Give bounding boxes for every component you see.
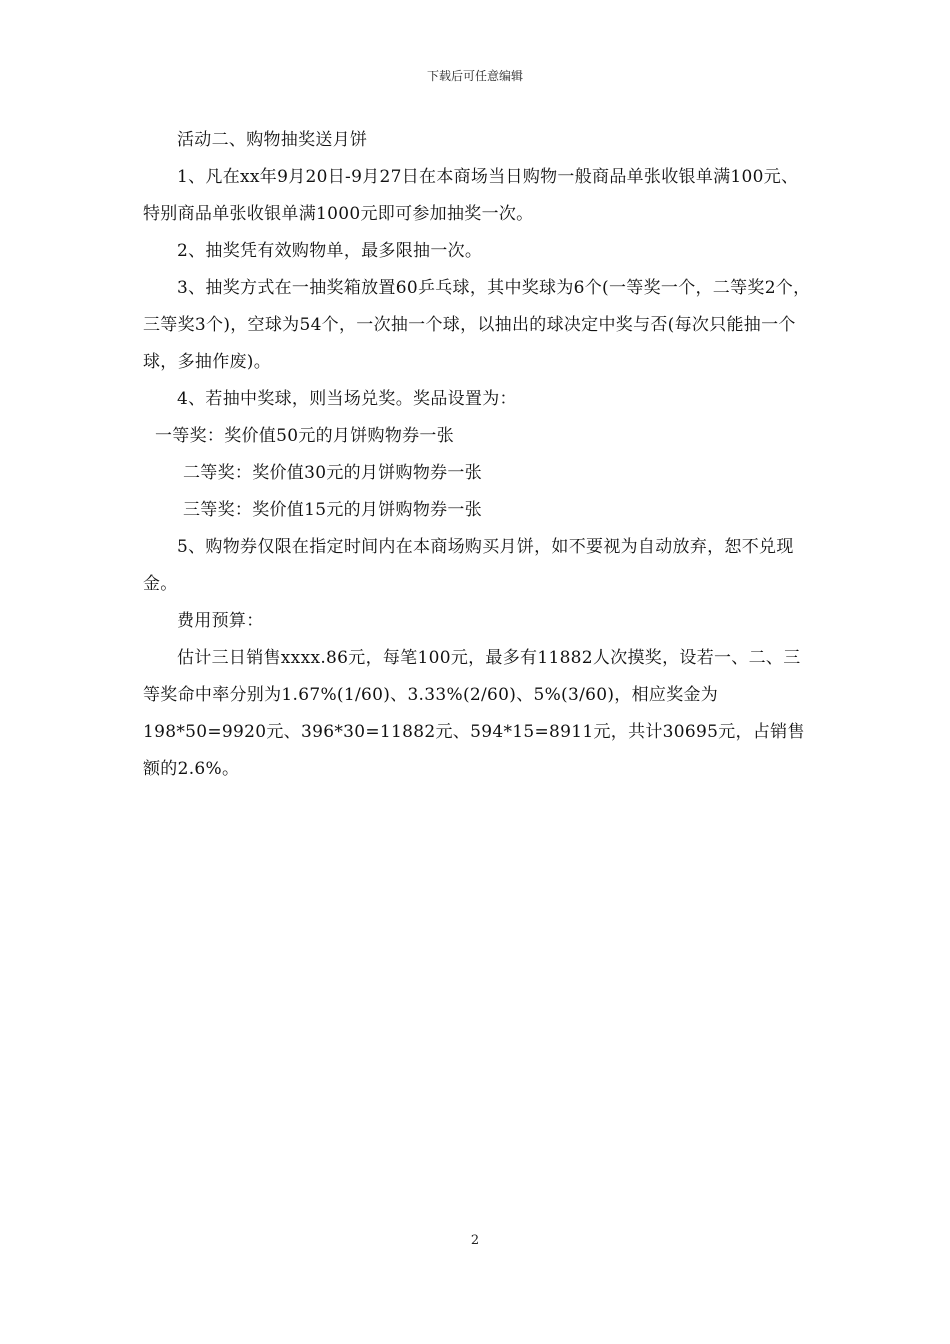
budget-title: 费用预算：	[177, 611, 264, 631]
paragraph-item-1: 1、凡在xx年9月20日-9月27日在本商场当日购物一般商品单张收银单满100元、特别商品单张收银单满1000元即可参加抽奖一次。	[143, 167, 799, 224]
section-title: 活动二、购物抽奖送月饼	[177, 130, 368, 150]
prize-third: 三等奖：奖价值15元的月饼购物券一张	[183, 500, 483, 520]
document-body	[143, 122, 813, 788]
budget-paragraph: 估计三日销售xxxx.86元，每笔100元，最多有11882人次摸奖，设若一、二、三等奖命中率分别为1.67%(1/60)、3.33%(2/60)、5%(3/60)，相应奖金为198*50=9920元、396*30=11882元、594*15=8911元，共计30695元，占销售额的2.6%。	[143, 648, 805, 779]
paragraph-item-3: 3、抽奖方式在一抽奖箱放置60乒乓球，其中奖球为6个(一等奖一个，二等奖2个，三等奖3个)，空球为54个，一次抽一个球，以抽出的球决定中奖与否(每次只能抽一个球，多抽作废)。	[143, 278, 811, 372]
prize-second: 二等奖：奖价值30元的月饼购物券一张	[183, 463, 483, 483]
page-header: 下载后可任意编辑	[426, 69, 523, 83]
paragraph-item-4: 4、若抽中奖球，则当场兑奖。奖品设置为：	[177, 389, 517, 409]
paragraph-item-5: 5、购物券仅限在指定时间内在本商场购买月饼，如不要视为自动放弃，恕不兑现金。	[143, 537, 794, 594]
prize-first: 一等奖：奖价值50元的月饼购物券一张	[155, 426, 455, 446]
paragraph-item-2: 2、抽奖凭有效购物单，最多限抽一次。	[177, 241, 483, 261]
page-number: 2	[470, 1233, 480, 1248]
